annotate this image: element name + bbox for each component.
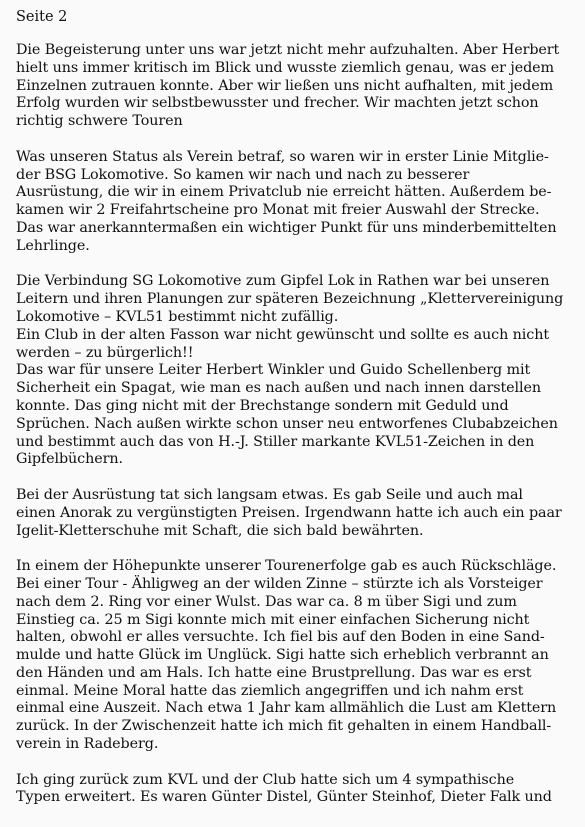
text-line: mulde und hatte Glück im Unglück. Sigi hatte sich erheblich verbrannt an bbox=[16, 647, 549, 664]
text-line: Bei einer Tour - Ähligweg an der wilden Zinne – stürzte ich als Vorsteiger bbox=[16, 575, 543, 592]
text-line: den Händen und am Hals. Ich hatte eine Brustprellung. Das war es erst bbox=[16, 664, 532, 681]
paragraph-gap bbox=[16, 754, 585, 772]
text-line: halten, obwohl er alles versuchte. Ich fiel bis auf den Boden in eine Sand- bbox=[16, 629, 545, 646]
paragraph bbox=[16, 772, 585, 808]
text-line: hielt uns immer kritisch im Blick und wusste ziemlich genau, was er jedem bbox=[16, 59, 555, 76]
text-line: Sicherheit ein Spagat, wie man es nach außen und nach innen darstellen bbox=[16, 380, 541, 397]
text-line: Die Begeisterung unter uns war jetzt nicht mehr aufzuhalten. Aber Herbert bbox=[16, 42, 560, 58]
text-line: verein in Radeberg. bbox=[16, 736, 159, 753]
text-line: Erfolg wurden wir selbstbewusster und frecher. Wir machten jetzt schon bbox=[16, 95, 539, 112]
spacer bbox=[16, 26, 585, 42]
paragraph bbox=[16, 273, 585, 469]
text-line: einmal. Meine Moral hatte das ziemlich angegriffen und ich nahm erst bbox=[16, 682, 524, 699]
paragraph bbox=[16, 487, 585, 540]
text-line: Igelit-Kletterschuhe mit Schaft, die sich bald bewährten. bbox=[16, 522, 424, 539]
paragraph bbox=[16, 42, 585, 131]
paragraph-gap bbox=[16, 540, 585, 558]
text-line: Das war für unsere Leiter Herbert Winkler und Guido Schellenberg mit bbox=[16, 362, 531, 379]
text-line: kamen wir 2 Freifahrtscheine pro Monat mit freier Auswahl der Strecke. bbox=[16, 202, 540, 219]
text-line: Gipfelbüchern. bbox=[16, 451, 123, 468]
text-line: Sprüchen. Nach außen wirkte schon unser neu entworfenes Clubabzeichen bbox=[16, 415, 558, 432]
paragraph-gap bbox=[16, 131, 585, 149]
paragraph-gap bbox=[16, 469, 585, 487]
text-line: In einem der Höhepunkte unserer Tourenerfolge gab es auch Rückschläge. bbox=[16, 558, 557, 575]
text-line: Ein Club in der alten Fasson war nicht gewünscht und sollte es auch nicht bbox=[16, 326, 549, 343]
text-line: Bei der Ausrüstung tat sich langsam etwas. Es gab Seile und auch mal bbox=[16, 486, 523, 503]
paragraph bbox=[16, 149, 585, 256]
text-line: Die Verbindung SG Lokomotive zum Gipfel Lok in Rathen war bei unseren bbox=[16, 273, 550, 290]
text-line: Leitern und ihren Planungen zur späteren Bezeichnung „Klettervereinigung bbox=[16, 291, 564, 308]
text-line: einen Anorak zu vergünstigten Preisen. Irgendwann hatte ich auch ein paar bbox=[16, 504, 562, 521]
page-label: Seite 2 bbox=[16, 9, 68, 25]
paragraph-gap bbox=[16, 256, 585, 274]
paragraph bbox=[16, 558, 585, 754]
text-line: Lehrlinge. bbox=[16, 237, 90, 254]
text-line: werden – zu bürgerlich!! bbox=[16, 344, 194, 361]
text-line: Einstieg ca. 25 m Sigi konnte mich mit einer einfachen Sicherung nicht bbox=[16, 611, 530, 628]
text-line: zurück. In der Zwischenzeit hatte ich mich fit gehalten in einem Handball- bbox=[16, 718, 552, 735]
text-line: Was unseren Status als Verein betraf, so waren wir in erster Linie Mitglie- bbox=[16, 148, 549, 165]
text-line: Typen erweitert. Es waren Günter Distel, Günter Steinhof, Dieter Falk und bbox=[16, 789, 552, 806]
text-line: Ausrüstung, die wir in einem Privatclub nie erreicht hätten. Außerdem be- bbox=[16, 184, 552, 201]
text-line: richtig schwere Touren bbox=[16, 113, 183, 130]
text-line: Einzelnen zutrauen konnte. Aber wir ließen uns nicht aufhalten, mit jedem bbox=[16, 77, 554, 94]
text-line: nach dem 2. Ring vor einer Wulst. Das war ca. 8 m über Sigi und zum bbox=[16, 593, 517, 610]
text-line: Das war anerkanntermaßen ein wichtiger Punkt für uns minderbemittelten bbox=[16, 219, 557, 236]
text-line: Ich ging zurück zum KVL und der Club hatte sich um 4 sympathische bbox=[16, 771, 515, 788]
body-text bbox=[16, 42, 585, 807]
text-line: Lokomotive – KVL51 bestimmt nicht zufällig. bbox=[16, 308, 339, 325]
text-line: und bestimmt auch das von H.-J. Stiller markante KVL51-Zeichen in den bbox=[16, 433, 535, 450]
text-line: konnte. Das ging nicht mit der Brechstange sondern mit Geduld und bbox=[16, 397, 509, 414]
text-line: der BSG Lokomotive. So kamen wir nach und nach zu besserer bbox=[16, 166, 470, 183]
text-line: einmal eine Auszeit. Nach etwa 1 Jahr kam allmählich die Lust am Klettern bbox=[16, 700, 557, 717]
